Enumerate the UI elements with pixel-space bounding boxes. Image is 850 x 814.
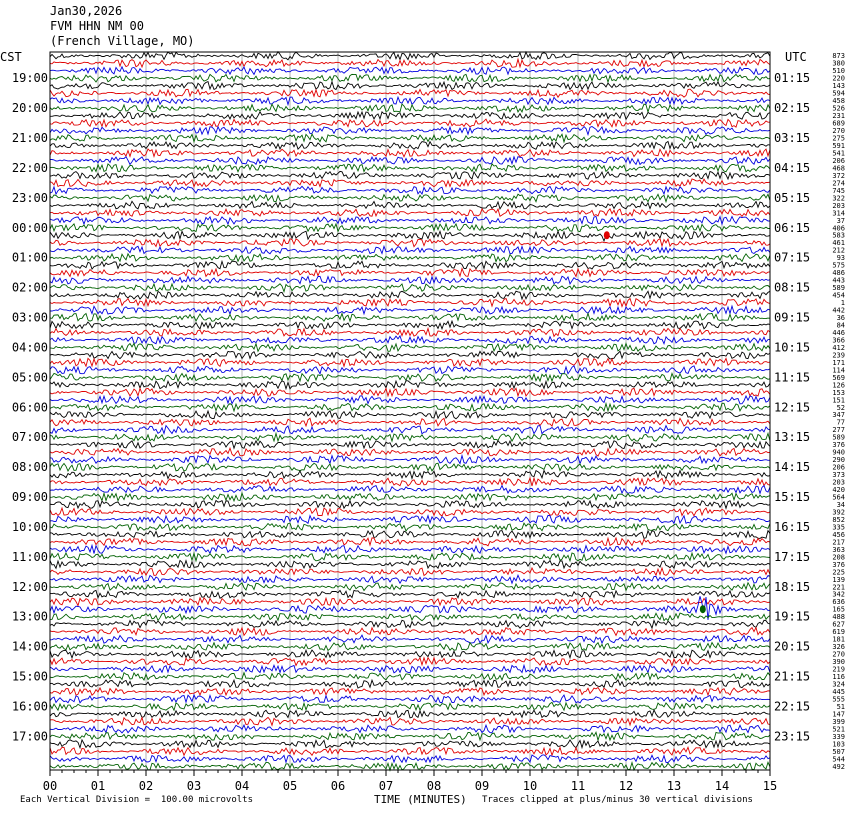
- trace-value-label: 342: [832, 590, 845, 599]
- trace-value-label: 376: [832, 560, 845, 569]
- header-station: FVM HHN NM 00: [50, 19, 144, 33]
- right-hour-label: 15:15: [774, 490, 811, 504]
- seismic-trace: [50, 531, 770, 539]
- trace-value-label: 239: [832, 351, 845, 360]
- right-hour-label: 07:15: [774, 250, 811, 265]
- trace-value-label: 51: [836, 702, 845, 711]
- clip-note: Traces clipped at plus/minus 30 vertical divisions: [482, 795, 753, 805]
- seismic-trace: [50, 658, 770, 666]
- seismic-trace: [50, 127, 770, 135]
- trace-value-label: 468: [832, 164, 845, 173]
- seismic-trace: [50, 643, 770, 651]
- seismic-trace: [50, 358, 770, 366]
- x-tick-label: 15: [762, 779, 778, 793]
- seismic-trace: [50, 89, 770, 97]
- trace-value-label: 231: [832, 112, 845, 121]
- seismic-trace: [50, 104, 770, 112]
- seismic-trace: [50, 366, 770, 374]
- trace-value-label: 492: [832, 762, 845, 771]
- x-tick-label: 00: [42, 779, 58, 793]
- trace-value-label: 153: [832, 388, 845, 397]
- trace-value-label: 873: [832, 52, 845, 61]
- x-axis-label: TIME (MINUTES): [374, 793, 467, 806]
- seismic-trace: [50, 388, 770, 396]
- trace-value-label: 689: [832, 119, 845, 128]
- trace-value-label: 366: [832, 336, 845, 345]
- seismic-trace: [50, 403, 770, 411]
- trace-value-label: 456: [832, 530, 845, 539]
- left-hour-label: 17:00: [11, 729, 48, 744]
- seismic-trace: [50, 478, 770, 486]
- trace-value-label: 324: [832, 680, 845, 689]
- seismic-trace: [50, 171, 770, 179]
- x-tick-label: 08: [426, 779, 442, 793]
- seismic-trace: [50, 732, 770, 740]
- trace-value-label: 486: [832, 269, 845, 278]
- x-tick-label: 09: [474, 779, 490, 793]
- seismic-trace: [50, 224, 770, 232]
- left-hour-label: 16:00: [11, 699, 48, 714]
- seismic-trace: [50, 717, 770, 725]
- seismic-trace: [50, 284, 770, 292]
- seismic-trace: [50, 575, 770, 583]
- seismic-trace: [50, 628, 770, 636]
- seismic-trace: [50, 411, 770, 419]
- right-hour-label: 20:15: [774, 639, 811, 654]
- scale-note: Each Vertical Division = 100.00 microvolts: [20, 795, 253, 805]
- seismic-trace: [50, 179, 770, 187]
- right-hour-label: 01:15: [774, 71, 811, 86]
- header-date: Jan30,2026: [50, 4, 123, 18]
- left-hour-label: 10:00: [11, 519, 48, 534]
- trace-value-label: 591: [832, 142, 845, 150]
- seismic-trace: [50, 725, 770, 733]
- trace-value-label: 526: [832, 104, 845, 113]
- seismic-trace: [50, 329, 770, 337]
- seismic-trace: [50, 568, 770, 576]
- seismic-trace: [50, 194, 770, 202]
- trace-value-label: 84: [836, 321, 845, 330]
- left-hour-label: 14:00: [11, 639, 48, 654]
- trace-value-label: 116: [832, 673, 845, 681]
- seismic-trace: [50, 52, 770, 60]
- seismic-trace: [50, 471, 770, 479]
- left-hour-label: 08:00: [11, 460, 48, 475]
- trace-value-label: 461: [832, 239, 845, 248]
- trace-value-label: 314: [832, 209, 845, 218]
- right-hour-label: 11:15: [774, 370, 811, 385]
- trace-value-label: 347: [832, 411, 845, 420]
- seismic-trace: [50, 702, 770, 710]
- trace-value-label: 488: [832, 613, 845, 622]
- event-marker: [604, 231, 610, 239]
- seismic-trace: [50, 164, 770, 172]
- right-hour-label: 09:15: [774, 310, 811, 325]
- seismic-trace: [50, 538, 770, 546]
- trace-value-label: 225: [832, 568, 845, 577]
- trace-value-label: 392: [832, 508, 845, 517]
- trace-value-label: 217: [832, 538, 845, 547]
- trace-value-label: 77: [836, 418, 845, 427]
- right-hour-label: 19:15: [774, 609, 811, 624]
- seismic-trace: [50, 613, 770, 621]
- seismic-trace: [50, 635, 770, 643]
- x-tick-label: 02: [138, 779, 154, 793]
- trace-value-label: 206: [832, 156, 845, 165]
- right-hour-label: 04:15: [774, 160, 811, 175]
- right-hour-label: 03:15: [774, 131, 811, 145]
- trace-value-label: 143: [832, 82, 845, 91]
- trace-value-label: 34: [836, 501, 845, 509]
- trace-value-label: 575: [832, 261, 845, 270]
- trace-value-label: 380: [832, 59, 845, 68]
- trace-value-label: 564: [832, 493, 845, 502]
- seismic-trace: [50, 59, 770, 67]
- plot-frame: [50, 52, 770, 770]
- right-hour-label: 08:15: [774, 280, 811, 295]
- seismic-trace: [50, 508, 770, 516]
- right-hour-label: 17:15: [774, 549, 811, 564]
- trace-value-label: 745: [832, 186, 845, 195]
- trace-value-label: 589: [832, 433, 845, 442]
- seismic-trace: [50, 336, 770, 344]
- right-hour-label: 13:15: [774, 430, 811, 445]
- seismic-trace: [50, 209, 770, 217]
- right-hour-label: 18:15: [774, 579, 811, 594]
- left-hour-label: 23:00: [11, 190, 48, 205]
- seismic-trace: [50, 596, 770, 620]
- trace-value-label: 594: [832, 89, 845, 98]
- seismic-trace: [50, 501, 770, 509]
- event-marker: [700, 605, 706, 613]
- seismic-trace: [50, 276, 770, 284]
- seismic-trace: [50, 688, 770, 696]
- seismic-trace: [50, 493, 770, 501]
- trace-value-label: 147: [832, 710, 845, 719]
- trace-value-label: 454: [832, 291, 845, 300]
- seismic-trace: [50, 82, 770, 90]
- trace-value-label: 627: [832, 620, 845, 629]
- seismic-trace: [50, 74, 770, 82]
- x-tick-label: 04: [234, 779, 250, 793]
- seismic-trace: [50, 373, 770, 381]
- trace-value-label: 569: [832, 373, 845, 382]
- seismic-trace: [50, 254, 770, 262]
- right-timezone-label: UTC: [785, 50, 807, 64]
- trace-value-label: 390: [832, 658, 845, 667]
- x-tick-label: 07: [378, 779, 394, 793]
- trace-value-label: 165: [832, 605, 845, 614]
- trace-value-label: 458: [832, 97, 845, 106]
- x-tick-label: 05: [282, 779, 298, 793]
- trace-value-label: 373: [832, 471, 845, 480]
- seismic-trace: [50, 269, 770, 277]
- seismic-trace: [50, 583, 770, 591]
- seismic-trace: [50, 418, 770, 426]
- left-hour-label: 04:00: [11, 340, 48, 355]
- trace-value-label: 521: [832, 725, 845, 734]
- trace-value-label: 1: [840, 299, 845, 308]
- trace-value-label: 93: [836, 254, 845, 263]
- trace-value-label: 151: [832, 396, 845, 405]
- trace-value-label: 555: [832, 695, 845, 704]
- seismic-trace: [50, 112, 770, 120]
- seismic-trace: [50, 351, 770, 359]
- trace-value-label: 339: [832, 732, 845, 741]
- seismic-trace: [50, 441, 770, 449]
- seismic-trace: [50, 216, 770, 224]
- x-tick-label: 03: [186, 779, 202, 793]
- trace-value-label: 322: [832, 194, 845, 203]
- right-hour-label: 02:15: [774, 101, 811, 116]
- trace-value-label: 583: [832, 231, 845, 240]
- seismic-trace: [50, 201, 770, 209]
- seismic-trace: [50, 246, 770, 254]
- right-hour-label: 16:15: [774, 519, 811, 534]
- trace-value-label: 203: [832, 201, 845, 210]
- trace-value-label: 399: [832, 717, 845, 726]
- seismic-trace: [50, 239, 770, 247]
- left-hour-label: 07:00: [11, 430, 48, 445]
- seismic-trace: [50, 515, 770, 523]
- seismic-trace: [50, 710, 770, 718]
- seismic-trace: [50, 343, 770, 351]
- left-hour-label: 03:00: [11, 310, 48, 325]
- seismic-trace: [50, 553, 770, 561]
- trace-value-label: 326: [832, 643, 845, 652]
- seismic-trace: [50, 523, 770, 531]
- seismic-trace: [50, 119, 770, 127]
- seismic-trace: [50, 740, 770, 748]
- seismic-trace: [50, 463, 770, 471]
- right-hour-label: 14:15: [774, 460, 811, 475]
- trace-value-label: 270: [832, 127, 845, 135]
- left-hour-label: 00:00: [11, 220, 48, 235]
- seismic-trace: [50, 186, 770, 194]
- trace-value-label: 510: [832, 67, 845, 76]
- seismic-trace: [50, 747, 770, 755]
- trace-value-label: 412: [832, 343, 845, 352]
- trace-value-label: 126: [832, 381, 845, 390]
- trace-value-label: 363: [832, 545, 845, 554]
- trace-value-label: 36: [836, 314, 845, 322]
- seismic-trace: [50, 306, 770, 314]
- seismic-trace: [50, 598, 770, 606]
- left-hour-label: 11:00: [11, 549, 48, 564]
- seismic-trace: [50, 149, 770, 157]
- left-hour-label: 06:00: [11, 400, 48, 415]
- trace-value-label: 274: [832, 179, 845, 188]
- trace-value-label: 852: [832, 515, 845, 524]
- left-timezone-label: CST: [0, 50, 22, 64]
- x-tick-label: 01: [90, 779, 106, 793]
- seismic-trace: [50, 157, 770, 165]
- x-tick-label: 11: [570, 779, 586, 793]
- seismic-trace: [50, 142, 770, 150]
- x-tick-label: 10: [522, 779, 538, 793]
- trace-value-label: 544: [832, 755, 845, 764]
- trace-value-label: 406: [832, 224, 845, 233]
- right-hour-label: 06:15: [774, 220, 811, 235]
- trace-value-label: 37: [836, 216, 845, 225]
- right-hour-label: 05:15: [774, 190, 811, 205]
- trace-value-label: 446: [832, 329, 845, 337]
- trace-value-label: 203: [832, 478, 845, 487]
- seismic-trace: [50, 620, 770, 628]
- right-hour-label: 10:15: [774, 340, 811, 355]
- seismic-trace: [50, 433, 770, 441]
- left-hour-label: 21:00: [11, 131, 48, 145]
- seismic-trace: [50, 762, 770, 770]
- left-hour-label: 20:00: [11, 101, 48, 116]
- seismic-trace: [50, 545, 770, 553]
- seismic-trace: [50, 695, 770, 703]
- seismic-trace: [50, 134, 770, 142]
- x-tick-label: 13: [666, 779, 682, 793]
- trace-value-label: 376: [832, 441, 845, 450]
- x-tick-label: 12: [618, 779, 634, 793]
- seismic-trace: [50, 665, 770, 673]
- right-hour-label: 22:15: [774, 699, 811, 714]
- seismic-trace: [50, 313, 770, 321]
- seismic-trace: [50, 755, 770, 763]
- trace-value-label: 589: [832, 284, 845, 293]
- trace-value-label: 420: [832, 486, 845, 494]
- trace-value-label: 103: [832, 740, 845, 749]
- seismic-trace: [50, 456, 770, 464]
- trace-value-label: 445: [832, 688, 845, 696]
- left-hour-label: 19:00: [11, 71, 48, 86]
- trace-value-label: 940: [832, 448, 845, 457]
- trace-value-label: 443: [832, 276, 845, 285]
- trace-value-label: 290: [832, 456, 845, 465]
- trace-value-label: 114: [832, 366, 845, 375]
- seismic-trace: [50, 396, 770, 404]
- x-tick-label: 14: [714, 779, 730, 793]
- trace-value-label: 212: [832, 246, 845, 255]
- trace-value-label: 636: [832, 598, 845, 607]
- left-hour-label: 02:00: [11, 280, 48, 295]
- trace-value-label: 219: [832, 665, 845, 674]
- trace-value-label: 208: [832, 553, 845, 562]
- trace-value-label: 220: [832, 74, 845, 83]
- trace-value-label: 275: [832, 134, 845, 143]
- seismic-trace: [50, 321, 770, 329]
- trace-value-label: 442: [832, 306, 845, 315]
- left-hour-label: 12:00: [11, 579, 48, 594]
- seismic-trace: [50, 299, 770, 307]
- trace-value-label: 619: [832, 628, 845, 637]
- left-hour-label: 13:00: [11, 609, 48, 624]
- seismic-trace: [50, 448, 770, 456]
- trace-value-label: 507: [832, 747, 845, 756]
- trace-value-label: 335: [832, 523, 845, 532]
- left-hour-label: 22:00: [11, 160, 48, 175]
- trace-value-label: 270: [832, 650, 845, 659]
- right-hour-label: 12:15: [774, 400, 811, 415]
- seismic-trace: [50, 486, 770, 494]
- trace-value-label: 171: [832, 358, 845, 367]
- seismic-trace: [50, 680, 770, 688]
- x-tick-label: 06: [330, 779, 346, 793]
- trace-value-label: 221: [832, 583, 845, 592]
- left-hour-label: 09:00: [11, 490, 48, 504]
- trace-value-label: 372: [832, 171, 845, 180]
- seismic-trace: [50, 261, 770, 269]
- trace-value-label: 206: [832, 463, 845, 472]
- trace-value-label: 181: [832, 635, 845, 644]
- seismic-trace: [50, 426, 770, 434]
- right-hour-label: 21:15: [774, 669, 811, 684]
- left-hour-label: 01:00: [11, 250, 48, 265]
- seismic-trace: [50, 650, 770, 658]
- header-location: (French Village, MO): [50, 34, 195, 48]
- trace-value-label: 541: [832, 149, 845, 158]
- seismic-trace: [50, 590, 770, 598]
- right-hour-label: 23:15: [774, 729, 811, 744]
- trace-value-label: 139: [832, 575, 845, 584]
- seismic-trace: [50, 291, 770, 299]
- seismic-trace: [50, 67, 770, 75]
- left-hour-label: 05:00: [11, 370, 48, 385]
- seismic-trace: [50, 97, 770, 105]
- seismic-trace: [50, 381, 770, 389]
- left-hour-label: 15:00: [11, 669, 48, 684]
- trace-value-label: 52: [836, 403, 845, 412]
- trace-value-label: 277: [832, 426, 845, 435]
- seismic-trace: [50, 673, 770, 681]
